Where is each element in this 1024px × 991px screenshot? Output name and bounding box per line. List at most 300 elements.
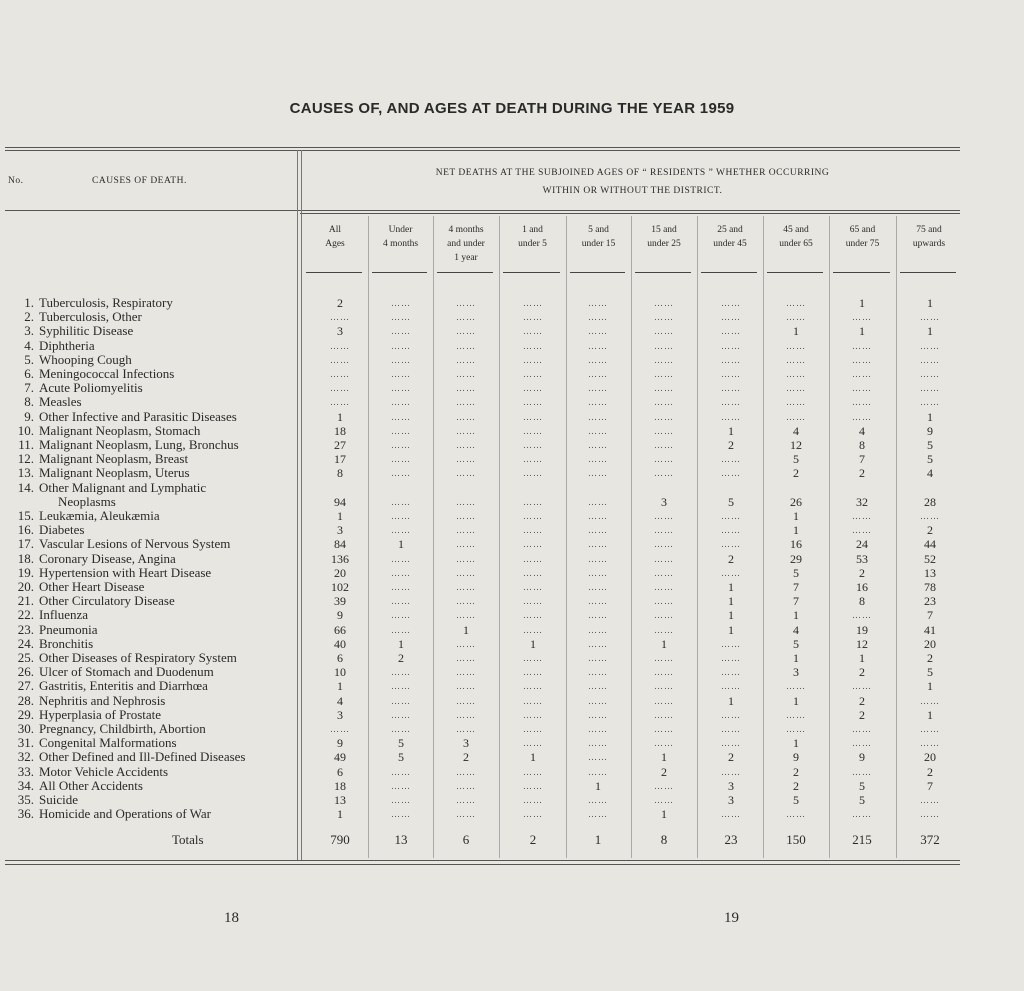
empty-cell-dots: …… <box>523 780 543 791</box>
empty-cell-dots: …… <box>456 780 476 791</box>
table-row <box>0 481 960 495</box>
column-header-line: 1 year <box>454 253 478 263</box>
empty-cell-dots: …… <box>852 340 872 351</box>
table-cell: 1 <box>728 594 734 609</box>
empty-cell-dots: …… <box>588 525 608 536</box>
empty-cell-dots: …… <box>456 383 476 394</box>
table-row <box>0 580 960 594</box>
empty-cell-dots: …… <box>654 795 674 805</box>
table-cell: 1 <box>793 693 799 708</box>
empty-cell-dots: …… <box>654 383 674 394</box>
empty-cell-dots: …… <box>852 411 872 422</box>
totals-cell: 8 <box>660 832 668 847</box>
cause-label: Other Infective and Parasitic Diseases <box>39 409 237 424</box>
table-cell: 4 <box>793 622 799 637</box>
column-header-line: Ages <box>325 239 345 249</box>
empty-cell-dots: …… <box>654 653 674 663</box>
table-row <box>0 381 960 395</box>
cause-label: Malignant Neoplasm, Uterus <box>39 466 190 481</box>
empty-cell-dots: …… <box>391 354 411 365</box>
table-row <box>0 452 960 466</box>
cause-label: Other Defined and Ill-Defined Diseases <box>39 750 246 765</box>
empty-cell-dots: …… <box>391 326 411 337</box>
table-cell: 10 <box>334 665 346 680</box>
empty-cell-dots: …… <box>721 354 741 365</box>
empty-cell-dots: …… <box>588 354 608 365</box>
table-cell: 2 <box>927 764 933 779</box>
empty-cell-dots: …… <box>654 340 674 351</box>
empty-cell-dots: …… <box>588 411 608 422</box>
empty-cell-dots: …… <box>588 326 608 337</box>
table-row <box>0 708 960 722</box>
empty-cell-dots: …… <box>588 724 608 734</box>
page-number-right: 19 <box>724 910 739 926</box>
empty-cell-dots: …… <box>852 397 872 408</box>
empty-cell-dots: …… <box>786 397 806 408</box>
cause-label: Influenza <box>39 608 89 623</box>
empty-cell-dots: …… <box>721 638 741 649</box>
table-cell: 13 <box>334 793 346 807</box>
empty-cell-dots: …… <box>588 312 608 323</box>
empty-cell-dots: …… <box>456 809 476 820</box>
empty-cell-dots: …… <box>523 454 543 465</box>
empty-cell-dots: …… <box>654 596 674 607</box>
table-cell: 1 <box>728 622 734 637</box>
empty-cell-dots: …… <box>523 539 543 550</box>
empty-cell-dots: …… <box>654 681 674 692</box>
table-cell: 29 <box>790 551 802 566</box>
row-number: 35. <box>17 792 34 807</box>
empty-cell-dots: …… <box>523 383 543 394</box>
table-cell: 2 <box>793 764 799 779</box>
column-header <box>763 223 829 251</box>
cause-label: Gastritis, Enteritis and Diarrhœa <box>39 679 208 694</box>
column-header-line: 45 and <box>783 225 809 235</box>
empty-cell-dots: …… <box>523 610 543 621</box>
empty-cell-dots: …… <box>654 780 674 791</box>
table-cell: 1 <box>927 409 933 424</box>
empty-cell-dots: …… <box>721 369 741 379</box>
table-cell: 1 <box>728 608 734 623</box>
table-row <box>0 537 960 551</box>
cause-label: Diabetes <box>39 523 85 538</box>
empty-cell-dots: …… <box>588 766 608 777</box>
column-header-line: 75 and <box>916 225 942 235</box>
empty-cell-dots: …… <box>523 411 543 422</box>
empty-cell-dots: …… <box>391 724 411 734</box>
row-number: 5. <box>24 351 34 367</box>
empty-cell-dots: …… <box>523 667 543 678</box>
row-number: 23. <box>17 621 34 637</box>
table-cell: 2 <box>793 778 799 793</box>
empty-cell-dots: …… <box>523 724 543 734</box>
table-cell: 8 <box>337 466 343 481</box>
empty-cell-dots: …… <box>523 582 543 592</box>
empty-cell-dots: …… <box>852 383 872 394</box>
empty-cell-dots: …… <box>456 539 476 550</box>
row-number: 20. <box>17 579 34 594</box>
table-cell: 1 <box>398 537 404 552</box>
table-cell: 5 <box>927 665 933 680</box>
empty-cell-dots: …… <box>588 596 608 607</box>
empty-cell-dots: …… <box>721 653 741 663</box>
column-header <box>896 223 962 251</box>
empty-cell-dots: …… <box>721 411 741 422</box>
row-number: 27. <box>17 678 34 694</box>
row-number: 19. <box>17 564 34 580</box>
empty-cell-dots: …… <box>588 553 608 564</box>
empty-cell-dots: …… <box>920 511 940 521</box>
empty-cell-dots: …… <box>456 667 476 678</box>
empty-cell-dots: …… <box>852 724 872 734</box>
table-cell: 2 <box>398 651 404 665</box>
empty-cell-dots: …… <box>523 653 543 663</box>
table-cell: 3 <box>337 707 343 722</box>
table-row <box>0 324 960 338</box>
empty-cell-dots: …… <box>588 653 608 663</box>
table-cell: 53 <box>856 551 868 566</box>
totals-cell: 13 <box>394 832 408 847</box>
bottom-rule-2 <box>5 864 960 865</box>
empty-cell-dots: …… <box>786 369 806 379</box>
empty-cell-dots: …… <box>654 624 674 635</box>
column-header <box>566 223 631 251</box>
empty-cell-dots: …… <box>852 312 872 323</box>
empty-cell-dots: …… <box>654 724 674 734</box>
column-header-line: under 65 <box>779 239 813 249</box>
empty-cell-dots: …… <box>523 738 543 749</box>
cause-label: Suicide <box>39 793 78 807</box>
table-cell: 5 <box>793 565 799 580</box>
empty-cell-dots: …… <box>523 496 543 507</box>
table-row <box>0 339 960 353</box>
table-cell: 52 <box>924 551 936 566</box>
table-cell: 1 <box>728 580 734 594</box>
row-number: 6. <box>24 366 34 381</box>
empty-cell-dots: …… <box>391 411 411 422</box>
column-header <box>368 223 433 251</box>
totals-cell: 6 <box>462 832 470 847</box>
empty-cell-dots: …… <box>721 809 741 820</box>
empty-cell-dots: …… <box>391 525 411 536</box>
table-cell: 12 <box>856 636 868 651</box>
cause-label: Hypertension with Heart Disease <box>39 565 212 580</box>
table-row <box>0 736 960 750</box>
empty-cell-dots: …… <box>456 369 476 379</box>
empty-cell-dots: …… <box>391 766 411 777</box>
empty-cell-dots: …… <box>330 724 350 734</box>
empty-cell-dots: …… <box>588 425 608 436</box>
totals-cell: 790 <box>330 832 350 847</box>
empty-cell-dots: …… <box>456 567 476 578</box>
cause-label: Other Diseases of Respiratory System <box>39 651 237 665</box>
empty-cell-dots: …… <box>523 397 543 408</box>
table-cell: 5 <box>927 452 933 467</box>
empty-cell-dots: …… <box>721 681 741 692</box>
table-cell: 6 <box>337 764 343 779</box>
table-cell: 20 <box>924 750 936 765</box>
column-header-underline <box>635 272 691 273</box>
table-cell: 136 <box>331 551 349 566</box>
header-causes: CAUSES OF DEATH. <box>92 176 187 186</box>
empty-cell-dots: …… <box>456 340 476 351</box>
table-cell: 2 <box>793 466 799 481</box>
table-row <box>0 410 960 424</box>
empty-cell-dots: …… <box>588 468 608 479</box>
column-header-underline <box>833 272 890 273</box>
table-cell: 8 <box>859 438 865 452</box>
empty-cell-dots: …… <box>391 496 411 507</box>
cause-label: Whooping Cough <box>39 352 132 367</box>
empty-cell-dots: …… <box>330 369 350 379</box>
empty-cell-dots: …… <box>456 397 476 408</box>
empty-cell-dots: …… <box>588 624 608 635</box>
column-header <box>302 223 368 251</box>
empty-cell-dots: …… <box>654 667 674 678</box>
empty-cell-dots: …… <box>523 681 543 692</box>
cause-label: Nephritis and Nephrosis <box>39 693 166 708</box>
table-cell: 28 <box>924 494 936 509</box>
empty-cell-dots: …… <box>786 681 806 692</box>
column-header <box>697 223 763 251</box>
empty-cell-dots: …… <box>391 709 411 720</box>
row-number: 36. <box>17 806 34 822</box>
table-cell: 9 <box>927 423 933 438</box>
totals-cell: 23 <box>724 832 738 847</box>
table-cell: 20 <box>924 636 936 651</box>
empty-cell-dots: …… <box>920 383 940 394</box>
empty-cell-dots: …… <box>588 511 608 521</box>
table-cell: 2 <box>927 651 933 665</box>
table-row <box>0 779 960 793</box>
empty-cell-dots: …… <box>654 326 674 337</box>
table-cell: 1 <box>927 707 933 722</box>
empty-cell-dots: …… <box>391 780 411 791</box>
empty-cell-dots: …… <box>330 340 350 351</box>
table-cell: 5 <box>859 778 865 793</box>
table-cell: 1 <box>859 324 865 339</box>
table-cell: 40 <box>334 636 346 651</box>
empty-cell-dots: …… <box>523 596 543 607</box>
top-rule-2 <box>5 150 960 151</box>
cause-label: Acute Poliomyelitis <box>39 381 143 396</box>
empty-cell-dots: …… <box>391 383 411 394</box>
totals-cell: 372 <box>920 832 940 847</box>
empty-cell-dots: …… <box>721 667 741 678</box>
empty-cell-dots: …… <box>654 440 674 450</box>
table-cell: 2 <box>728 438 734 452</box>
table-cell: 5 <box>793 636 799 651</box>
table-cell: 2 <box>463 750 469 765</box>
row-number: 2. <box>24 309 34 325</box>
cause-label: Vascular Lesions of Nervous System <box>39 537 231 552</box>
table-cell: 3 <box>793 665 799 680</box>
row-number: 9. <box>24 408 34 424</box>
table-cell: 4 <box>337 693 343 708</box>
empty-cell-dots: …… <box>852 681 872 692</box>
cause-label: Tuberculosis, Respiratory <box>39 296 173 310</box>
table-cell: 7 <box>859 452 865 467</box>
empty-cell-dots: …… <box>588 440 608 450</box>
empty-cell-dots: …… <box>852 610 872 621</box>
table-cell: 7 <box>793 580 799 594</box>
cause-label: Measles <box>39 395 82 410</box>
empty-cell-dots: …… <box>920 312 940 323</box>
empty-cell-dots: …… <box>523 369 543 379</box>
column-header-line: 15 and <box>651 225 677 235</box>
empty-cell-dots: …… <box>391 440 411 450</box>
row-number: 12. <box>17 451 34 467</box>
row-number: 3. <box>24 323 34 339</box>
empty-cell-dots: …… <box>721 766 741 777</box>
table-cell: 41 <box>924 622 936 637</box>
row-number: 24. <box>17 635 34 651</box>
table-cell: 1 <box>661 636 667 651</box>
empty-cell-dots: …… <box>456 525 476 536</box>
table-cell: 1 <box>463 622 469 637</box>
table-cell: 9 <box>337 608 343 623</box>
cause-label: Malignant Neoplasm, Stomach <box>39 423 201 438</box>
table-cell: 39 <box>334 594 346 609</box>
empty-cell-dots: …… <box>721 511 741 521</box>
empty-cell-dots: …… <box>523 298 543 308</box>
cause-label: Coronary Disease, Angina <box>39 551 176 566</box>
table-cell: 18 <box>334 778 346 793</box>
table-cell: 7 <box>927 608 933 623</box>
empty-cell-dots: …… <box>588 752 608 763</box>
table-cell: 23 <box>924 594 936 609</box>
empty-cell-dots: …… <box>456 411 476 422</box>
totals-cell: 1 <box>594 832 602 847</box>
row-number: 22. <box>17 607 34 623</box>
cause-label: Malignant Neoplasm, Breast <box>39 452 189 467</box>
empty-cell-dots: …… <box>721 468 741 479</box>
empty-cell-dots: …… <box>920 809 940 820</box>
cause-label: Leukæmia, Aleukæmia <box>39 509 160 523</box>
table-row <box>0 424 960 438</box>
row-number: 7. <box>24 380 34 396</box>
table-cell: 5 <box>793 452 799 467</box>
empty-cell-dots: …… <box>456 298 476 308</box>
empty-cell-dots: …… <box>721 312 741 323</box>
empty-cell-dots: …… <box>721 567 741 578</box>
empty-cell-dots: …… <box>523 511 543 521</box>
cause-label: Neoplasms <box>58 494 116 509</box>
row-number: 33. <box>17 763 34 779</box>
cause-label: Motor Vehicle Accidents <box>39 764 169 779</box>
row-number: 26. <box>17 664 34 680</box>
table-cell: 1 <box>927 296 933 310</box>
top-rule <box>5 147 960 148</box>
empty-cell-dots: …… <box>654 425 674 436</box>
table-cell: 2 <box>728 551 734 566</box>
table-cell: 1 <box>398 636 404 651</box>
table-cell: 4 <box>793 423 799 438</box>
empty-cell-dots: …… <box>391 397 411 408</box>
column-header-line: upwards <box>912 239 946 249</box>
table-cell: 1 <box>530 750 536 765</box>
cause-label: Congenital Malformations <box>39 736 177 751</box>
row-number: 25. <box>17 650 34 665</box>
cause-label: Pregnancy, Childbirth, Abortion <box>39 722 206 736</box>
header-net-line2: WITHIN OR WITHOUT THE DISTRICT. <box>542 186 723 196</box>
empty-cell-dots: …… <box>852 766 872 777</box>
page-number-left: 18 <box>224 910 239 926</box>
table-cell: 1 <box>859 296 865 310</box>
empty-cell-dots: …… <box>654 582 674 592</box>
cause-label: Hyperplasia of Prostate <box>39 707 162 722</box>
empty-cell-dots: …… <box>920 354 940 365</box>
table-cell: 9 <box>859 750 865 765</box>
table-row <box>0 722 960 736</box>
column-header <box>499 223 566 251</box>
empty-cell-dots: …… <box>721 709 741 720</box>
empty-cell-dots: …… <box>456 596 476 607</box>
table-cell: 7 <box>927 778 933 793</box>
empty-cell-dots: …… <box>456 695 476 706</box>
table-cell: 1 <box>793 509 799 523</box>
empty-cell-dots: …… <box>588 610 608 621</box>
row-number: 34. <box>17 777 34 793</box>
table-cell: 1 <box>337 807 343 822</box>
table-cell: 4 <box>927 466 933 481</box>
empty-cell-dots: …… <box>654 553 674 564</box>
empty-cell-dots: …… <box>391 681 411 692</box>
totals-row <box>0 833 960 847</box>
table-cell: 16 <box>856 580 868 594</box>
empty-cell-dots: …… <box>456 553 476 564</box>
empty-cell-dots: …… <box>654 312 674 323</box>
column-header-line: 25 and <box>717 225 743 235</box>
empty-cell-dots: …… <box>654 511 674 521</box>
table-cell: 7 <box>793 594 799 609</box>
table-cell: 1 <box>530 636 536 651</box>
table-cell: 32 <box>856 494 868 509</box>
empty-cell-dots: …… <box>456 681 476 692</box>
row-number: 14. <box>17 479 34 495</box>
empty-cell-dots: …… <box>721 340 741 351</box>
table-cell: 1 <box>859 651 865 665</box>
empty-cell-dots: …… <box>654 567 674 578</box>
empty-cell-dots: …… <box>456 468 476 479</box>
empty-cell-dots: …… <box>654 454 674 465</box>
table-cell: 94 <box>334 494 346 509</box>
empty-cell-dots: …… <box>786 354 806 365</box>
empty-cell-dots: …… <box>456 312 476 323</box>
table-cell: 17 <box>334 452 346 467</box>
empty-cell-dots: …… <box>588 397 608 408</box>
table-row <box>0 296 960 310</box>
empty-cell-dots: …… <box>523 468 543 479</box>
empty-cell-dots: …… <box>852 809 872 820</box>
row-number: 29. <box>17 706 34 722</box>
empty-cell-dots: …… <box>330 383 350 394</box>
empty-cell-dots: …… <box>391 667 411 678</box>
table-cell: 2 <box>661 764 667 779</box>
cause-label: All Other Accidents <box>39 778 143 793</box>
bottom-rule <box>5 860 960 861</box>
table-row <box>0 509 960 523</box>
empty-cell-dots: …… <box>721 454 741 465</box>
empty-cell-dots: …… <box>588 709 608 720</box>
table-cell: 3 <box>337 523 343 538</box>
empty-cell-dots: …… <box>523 795 543 805</box>
column-header-line: Under <box>388 225 413 235</box>
empty-cell-dots: …… <box>721 738 741 749</box>
empty-cell-dots: …… <box>786 709 806 720</box>
empty-cell-dots: …… <box>391 567 411 578</box>
empty-cell-dots: …… <box>391 425 411 436</box>
